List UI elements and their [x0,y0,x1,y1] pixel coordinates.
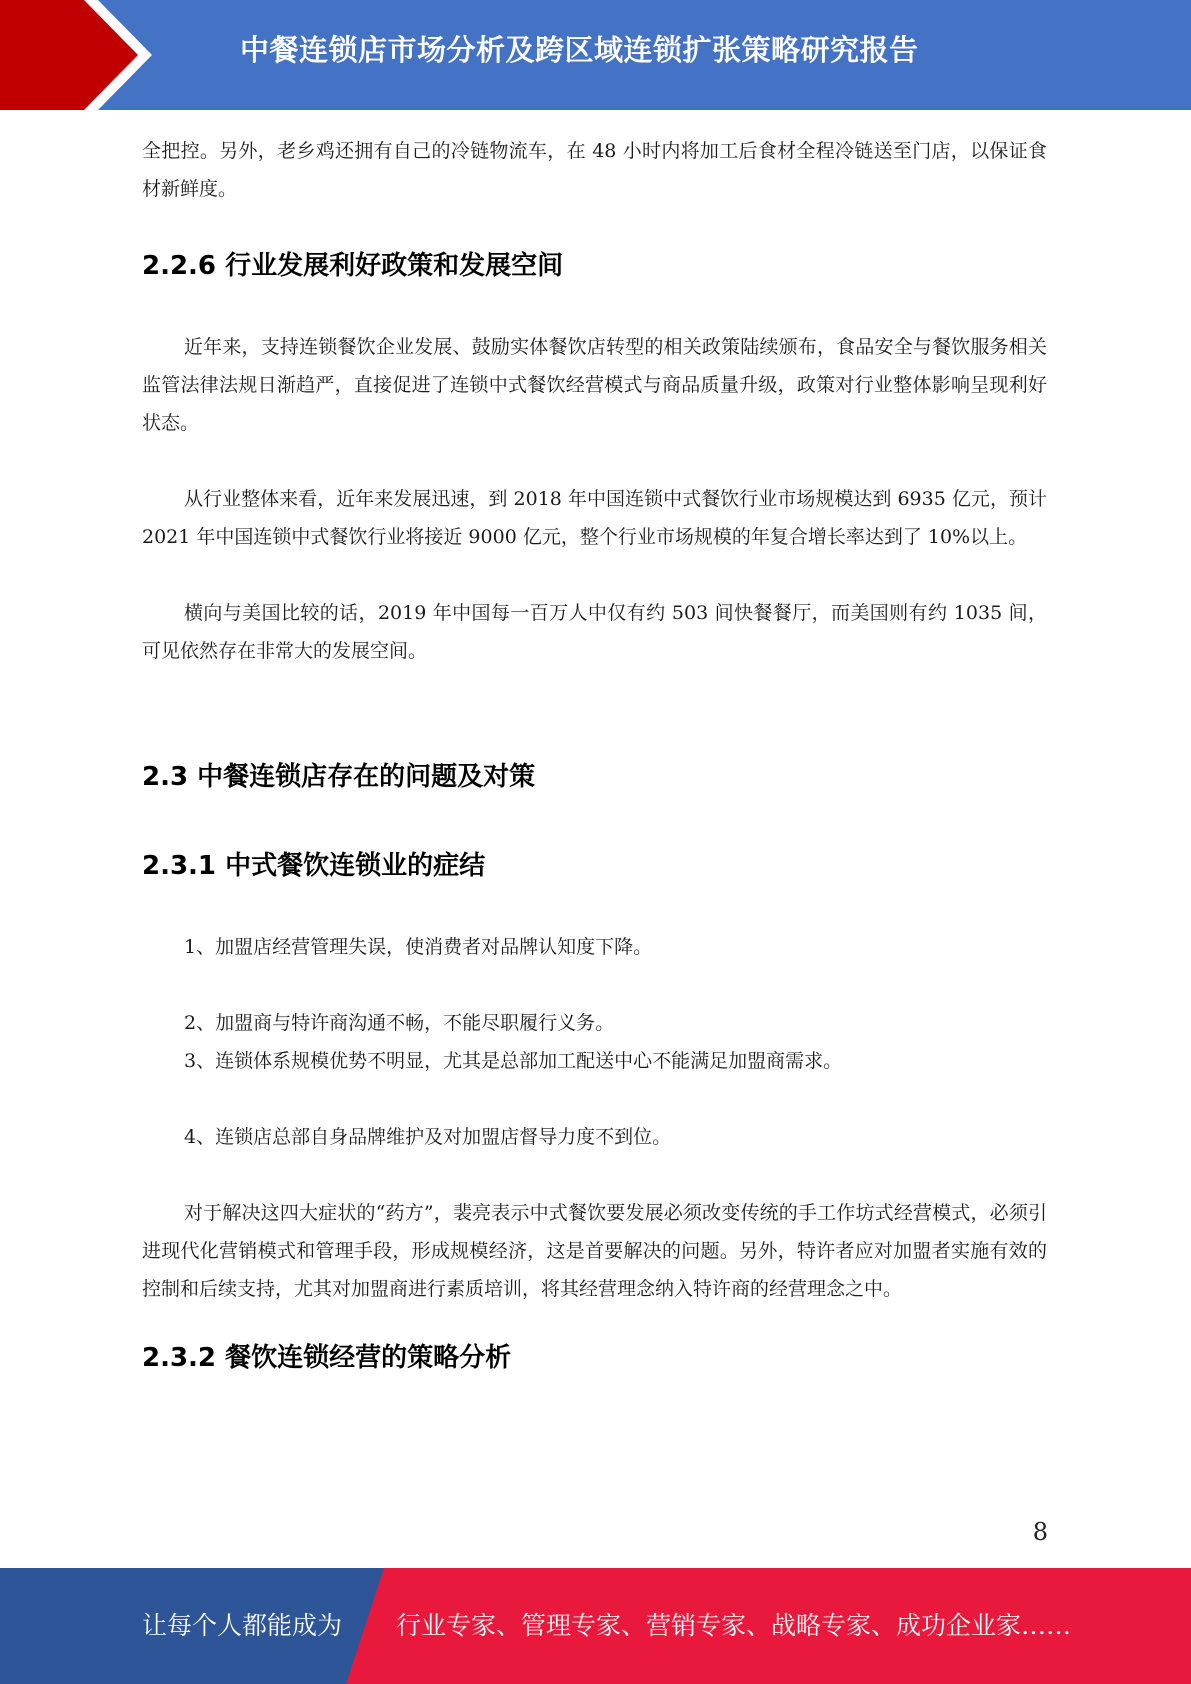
page-content [142,132,1047,1376]
page-header [0,0,1191,110]
report-title: 中餐连锁店市场分析及跨区域连锁扩张策略研究报告 [240,33,919,67]
list-item-2: 2、加盟商与特许商沟通不畅，不能尽职履行义务。 [184,1012,615,1034]
footer-slogan-right: 行业专家、管理专家、营销专家、战略专家、成功企业家…… [396,1611,1072,1640]
paragraph-market-size: 从行业整体来看，近年来发展迅速，到 2018 年中国连锁中式餐饮行业市场规模达到 6935 亿元，预计 2021 年中国连锁中式餐饮行业将接近 9000 亿元，整个行业市场规模的年复合增长率达到了 10%以上。 [142,488,1047,548]
list-item-1: 1、加盟店经营管理失误，使消费者对品牌认知度下降。 [184,936,653,958]
paragraph-us-comparison: 横向与美国比较的话，2019 年中国每一百万人中仅有约 503 间快餐餐厅，而美国则有约 1035 间，可见依然存在非常大的发展空间。 [142,602,1047,662]
paragraph-continued: 全把控。另外，老乡鸡还拥有自己的冷链物流车，在 48 小时内将加工后食材全程冷链送至门店，以保证食材新鲜度。 [142,140,1047,200]
section-heading-2-3-2: 2.3.2 餐饮连锁经营的策略分析 [142,1343,512,1373]
list-item-3: 3、连锁体系规模优势不明显，尤其是总部加工配送中心不能满足加盟商需求。 [184,1050,843,1072]
paragraph-policy: 近年来，支持连锁餐饮企业发展、鼓励实体餐饮店转型的相关政策陆续颁布，食品安全与餐饮服务相关监管法律法规日渐趋严，直接促进了连锁中式餐饮经营模式与商品质量升级，政策对行业整体影响呈现利好状态。 [142,336,1047,434]
list-item-4: 4、连锁店总部自身品牌维护及对加盟店督导力度不到位。 [184,1126,672,1148]
paragraph-prescription: 对于解决这四大症状的“药方”，裴亮表示中式餐饮要发展必须改变传统的手工作坊式经营模式，必须引进现代化营销模式和管理手段，形成规模经济，这是首要解决的问题。另外，特许者应对加盟者实施有效的控制和后续支持，尤其对加盟商进行素质培训，将其经营理念纳入特许商的经营理念之中。 [142,1202,1047,1300]
section-heading-2-3: 2.3 中餐连锁店存在的问题及对策 [142,762,536,792]
section-heading-2-3-1: 2.3.1 中式餐饮连锁业的症结 [142,851,486,881]
page-footer [0,1568,1191,1684]
page-number: 8 [1032,1518,1048,1546]
footer-slogan-left: 让每个人都能成为 [142,1611,343,1640]
section-heading-2-2-6: 2.2.6 行业发展利好政策和发展空间 [142,251,564,281]
